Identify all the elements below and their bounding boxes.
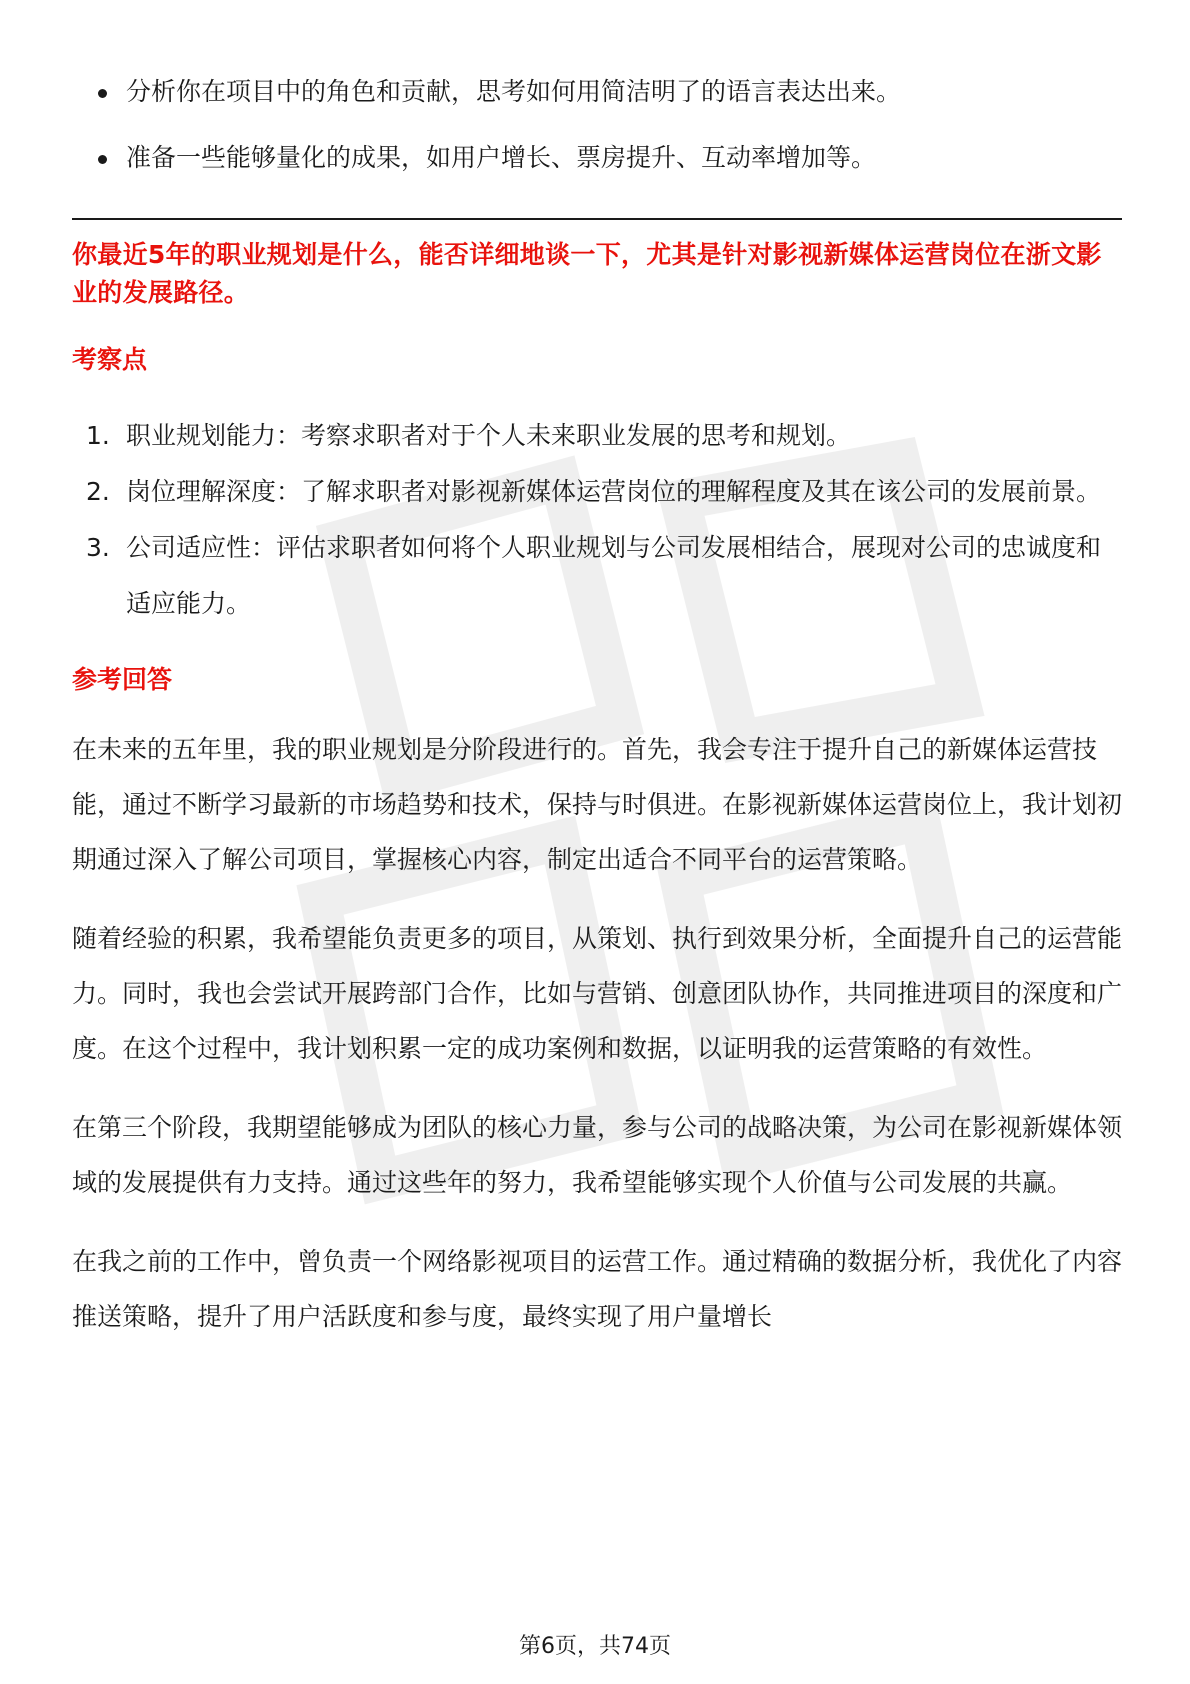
section-divider	[72, 218, 1122, 220]
focus-item	[72, 520, 1122, 632]
bullet-list	[72, 70, 1122, 180]
page-footer: 第6页，共74页	[519, 1634, 671, 1659]
focus-list	[72, 408, 1122, 632]
focus-item-number: 3.	[86, 533, 110, 562]
bullet-text: 分析你在项目中的角色和贡献，思考如何用简洁明了的语言表达出来。	[126, 77, 902, 106]
answer-paragraph: 在我之前的工作中，曾负责一个网络影视项目的运营工作。通过精确的数据分析，我优化了内容推送策略，提升了用户活跃度和参与度，最终实现了用户量增长	[72, 1247, 1123, 1331]
answer-paragraph: 在第三个阶段，我期望能够成为团队的核心力量，参与公司的战略决策，为公司在影视新媒体领域的发展提供有力支持。通过这些年的努力，我希望能够实现个人价值与公司发展的共赢。	[72, 1113, 1123, 1197]
bullet-dot-icon	[98, 89, 107, 98]
focus-label: 考察点	[72, 345, 148, 374]
bullet-item	[72, 136, 1122, 180]
focus-item-text: 职业规划能力：考察求职者对于个人未来职业发展的思考和规划。	[126, 421, 852, 450]
focus-item-text: 公司适应性：评估求职者如何将个人职业规划与公司发展相结合，展现对公司的忠诚度和适应能力。	[126, 533, 1102, 618]
focus-item-text: 岗位理解深度：了解求职者对影视新媒体运营岗位的理解程度及其在该公司的发展前景。	[126, 477, 1102, 506]
answer-label: 参考回答	[72, 665, 173, 694]
answer-paragraph: 随着经验的积累，我希望能负责更多的项目，从策划、执行到效果分析，全面提升自己的运营能力。同时，我也会尝试开展跨部门合作，比如与营销、创意团队协作，共同推进项目的深度和广度。在这个过程中，我计划积累一定的成功案例和数据，以证明我的运营策略的有效性。	[72, 924, 1123, 1063]
bullet-text: 准备一些能够量化的成果，如用户增长、票房提升、互动率增加等。	[126, 143, 877, 172]
bullet-item	[72, 70, 1122, 114]
question-heading: 你最近5年的职业规划是什么，能否详细地谈一下，尤其是针对影视新媒体运营岗位在浙文影业的发展路径。	[72, 240, 1102, 307]
page-content	[72, 70, 1122, 1344]
focus-item-number: 1.	[86, 421, 110, 450]
focus-item	[72, 464, 1122, 520]
focus-item-number: 2.	[86, 477, 110, 506]
bullet-dot-icon	[98, 155, 107, 164]
answer-paragraph: 在未来的五年里，我的职业规划是分阶段进行的。首先，我会专注于提升自己的新媒体运营技能，通过不断学习最新的市场趋势和技术，保持与时俱进。在影视新媒体运营岗位上，我计划初期通过深入了解公司项目，掌握核心内容，制定出适合不同平台的运营策略。	[72, 735, 1123, 874]
focus-item	[72, 408, 1122, 464]
